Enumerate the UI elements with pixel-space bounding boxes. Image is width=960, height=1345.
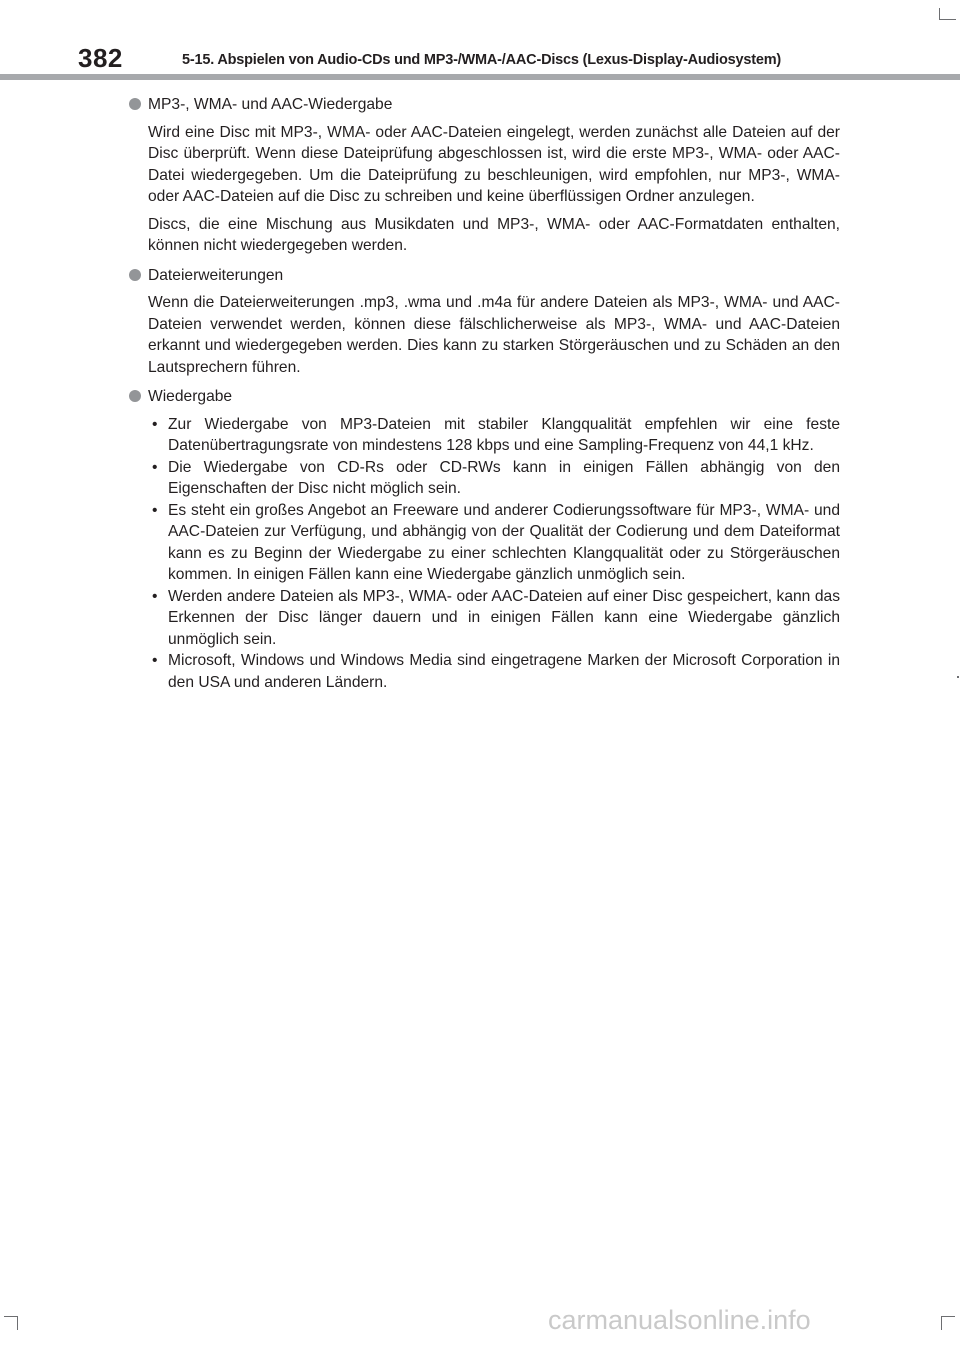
bullet-icon: • bbox=[152, 458, 158, 476]
paragraph: Wenn die Dateierweiterungen .mp3, .wma und .m4a für andere Dateien als MP3-, WMA- und AAC-Dateien verwendet werden, können diese fälschlicherweise als MP3-, WMA- und AAC-Dateien erkannt und wiedergegeben werden. Dies kann zu starken Störgeräuschen und zu Schäden an den Lautsprechern führen. bbox=[148, 294, 840, 376]
section-heading bbox=[126, 265, 840, 287]
section-dot-icon bbox=[129, 269, 141, 281]
section-dot-icon bbox=[129, 98, 141, 110]
list-item bbox=[148, 586, 840, 651]
section-dot-icon bbox=[129, 390, 141, 402]
crop-mark-top-right-h bbox=[940, 19, 956, 20]
section-mp3-wma-aac bbox=[126, 94, 840, 257]
crop-mark-bottom-right-h bbox=[941, 1316, 955, 1317]
bullet-icon: • bbox=[152, 415, 158, 433]
paragraph: Wird eine Disc mit MP3-, WMA- oder AAC-Dateien eingelegt, werden zunächst alle Dateien auf der Disc überprüft. Wenn diese Dateiprüfung abgeschlossen ist, wird die erste MP3-, WMA- oder AAC-Datei wiedergegeben. Um die Dateiprüfung zu beschleunigen, wird empfohlen, nur MP3-, WMA- oder AAC-Dateien auf die Disc zu schreiben und keine überflüssigen Ordner anzulegen. bbox=[148, 123, 840, 205]
crop-mark-bottom-right bbox=[941, 1316, 942, 1330]
bullet-icon: • bbox=[152, 501, 158, 519]
bullet-list bbox=[126, 414, 840, 694]
crop-mark-bottom-left-h bbox=[4, 1316, 18, 1317]
section-dateierweiterungen bbox=[126, 265, 840, 379]
section-heading-text: Dateierweiterungen bbox=[148, 266, 284, 284]
list-item-text: Werden andere Dateien als MP3-, WMA- oder AAC-Dateien auf einer Disc gespeichert, kann das Erkennen der Disc länger dauern und in einigen Fällen kann eine Wiedergabe gänzlich unmöglich sein. bbox=[168, 587, 840, 648]
section-heading-text: Wiedergabe bbox=[148, 388, 233, 405]
list-item-text: Es steht ein großes Angebot an Freeware und anderer Codierungssoftware für MP3-, WMA- und AAC-Dateien zur Verfügung, und abhängig von der Qualität der Codierung und dem Dateiformat kann es zu Beginn der Wiedergabe zu einer schlechten Klangqualität oder zu Störgeräuschen kommen. In einigen Fällen kann eine Wiedergabe gänzlich unmöglich sein. bbox=[168, 501, 840, 583]
list-item bbox=[148, 650, 840, 693]
chapter-title: 5-15. Abspielen von Audio-CDs und MP3-/WMA-/AAC-Discs (Lexus-Display-Audiosystem) bbox=[182, 52, 782, 68]
paragraph: Discs, die eine Mischung aus Musikdaten und MP3-, WMA- oder AAC-Formatdaten enthalten, können nicht wiedergegeben werden. bbox=[148, 215, 840, 254]
section-heading-text: MP3-, WMA- und AAC-Wiedergabe bbox=[148, 96, 393, 113]
section-wiedergabe bbox=[126, 386, 840, 693]
list-item bbox=[148, 414, 840, 457]
watermark: carmanualsonline.info bbox=[548, 1305, 811, 1335]
section-heading bbox=[126, 94, 840, 116]
bullet-icon: • bbox=[152, 652, 158, 669]
list-item-text: Zur Wiedergabe von MP3-Dateien mit stabiler Klangqualität empfehlen wir eine feste Datenübertragungsrate von mindestens 128 kbps und eine Sampling-Frequenz von 44,1 kHz. bbox=[168, 415, 840, 454]
crop-mark-right-tick bbox=[957, 676, 959, 678]
bullet-icon: • bbox=[152, 587, 158, 605]
crop-mark-bottom-left bbox=[17, 1316, 18, 1330]
page-content bbox=[126, 94, 840, 701]
page-header bbox=[0, 0, 960, 80]
list-item bbox=[148, 500, 840, 586]
header-rule bbox=[0, 74, 960, 80]
list-item-text: Die Wiedergabe von CD-Rs oder CD-RWs kann in einigen Fällen abhängig von den Eigenschaften der Disc nicht möglich sein. bbox=[168, 458, 840, 497]
section-heading bbox=[126, 386, 840, 408]
page-number: 382 bbox=[78, 43, 123, 73]
list-item-text: Microsoft, Windows und Windows Media sind eingetragene Marken der Microsoft Corporation in den USA und anderen Ländern. bbox=[168, 652, 840, 691]
list-item bbox=[148, 457, 840, 500]
